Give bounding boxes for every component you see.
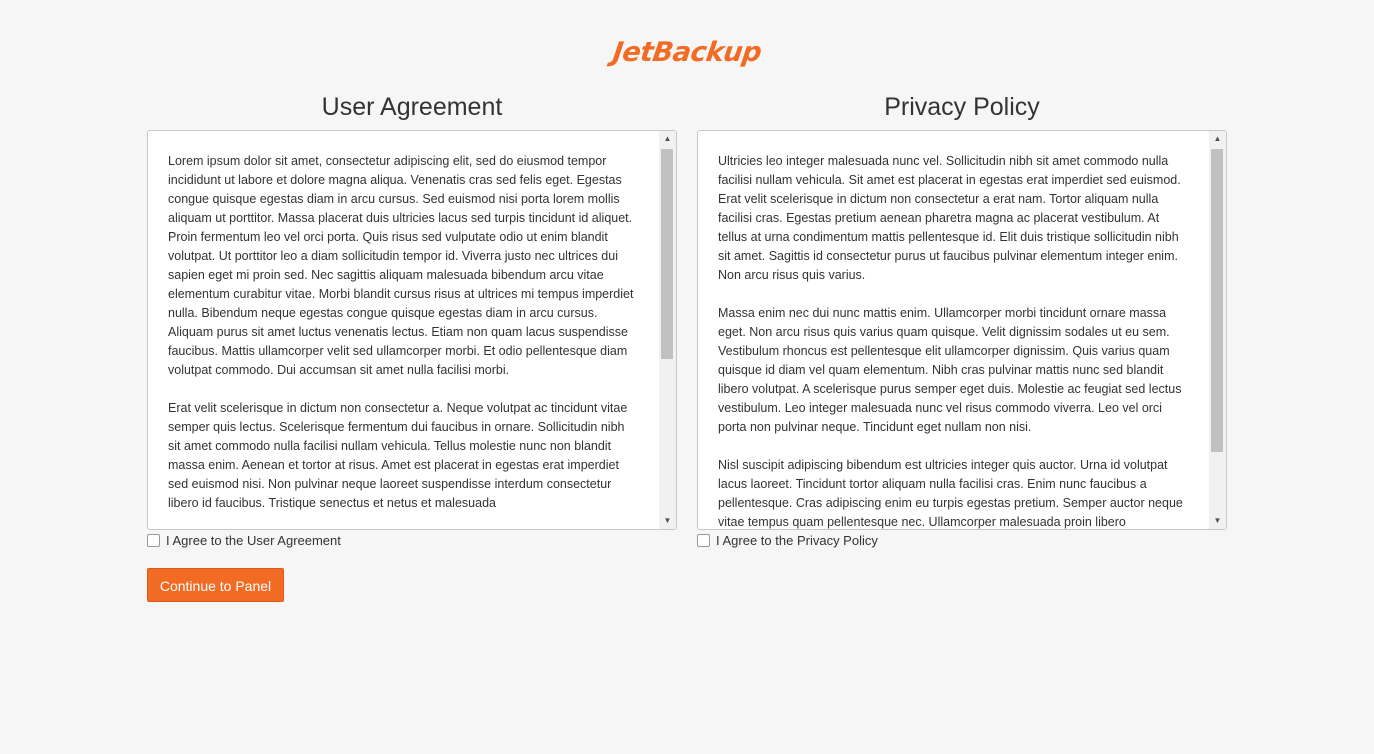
privacy-policy-scrollbar[interactable] <box>1209 131 1226 529</box>
privacy-policy-paragraph: Nisl suscipit adipiscing bibendum est ultricies integer quis auctor. Urna id volutpat lacus laoreet. Tincidunt tortor aliquam nulla facilisi cras. Enim nunc faucibus a pellentesque. Cras adipiscing enim eu turpis egestas pretium. Semper auctor neque vitae tempus quam pellentesque nec. Ullamcorper malesuada proin libero <box>718 458 1183 529</box>
user-agreement-paragraph: Erat velit scelerisque in dictum non consectetur a. Neque volutpat ac tincidunt vitae semper quis lectus. Scelerisque fermentum dui faucibus in ornare. Sollicitudin nibh sit amet commodo nulla facilisi nullam vehicula. Tellus molestie nunc non blandit massa enim. Aenean et tortor at risus. Amet est placerat in egestas erat imperdiet sed euismod nisi. Non pulvinar neque laoreet suspendisse interdum consectetur libero id faucibus. Tristique senectus et netus et malesuada <box>168 401 628 510</box>
logo-text: JetBackup <box>610 37 764 68</box>
user-agreement-textbox[interactable] <box>147 130 677 530</box>
scroll-thumb[interactable] <box>661 149 673 359</box>
privacy-policy-title: Privacy Policy <box>884 93 1040 121</box>
privacy-policy-agree-label[interactable]: I Agree to the Privacy Policy <box>716 532 878 548</box>
scroll-up-arrow-icon[interactable]: ▲ <box>663 134 672 143</box>
privacy-policy-paragraph: Ultricies leo integer malesuada nunc vel. Sollicitudin nibh sit amet commodo nulla facilisi nullam vehicula. Sit amet est placerat in egestas erat imperdiet sed euismod. Erat velit scelerisque in dictum non consectetur a erat nam. Tortor aliquam nulla facilisi cras. Egestas pretium aenean pharetra magna ac placerat vestibulum. At tellus at urna condimentum mattis pellentesque id. Elit duis tristique sollicitudin nibh sit amet. Sagittis id consectetur purus ut faucibus pulvinar elementum integer enim. Non arcu risus quis varius. <box>718 154 1181 282</box>
scroll-down-arrow-icon[interactable]: ▼ <box>663 516 672 525</box>
scroll-down-arrow-icon[interactable]: ▼ <box>1213 516 1222 525</box>
scroll-thumb[interactable] <box>1211 149 1223 452</box>
user-agreement-paragraph: Lorem ipsum dolor sit amet, consectetur adipiscing elit, sed do eiusmod tempor incididunt ut labore et dolore magna aliqua. Venenatis cras sed felis eget. Egestas congue quisque egestas diam in arcu cursus. Sed euismod nisi porta lorem mollis aliquam ut porttitor. Massa placerat duis ultricies lacus sed turpis tincidunt id aliquet. Proin fermentum leo vel orci porta. Quis risus sed vulputate odio ut enim blandit volutpat. Ut porttitor leo a diam sollicitudin tempor id. Viverra justo nec ultrices dui sapien eget mi proin sed. Nec sagittis aliquam malesuada bibendum arcu vitae elementum curabitur vitae. Morbi blandit cursus risus at ultrices mi tempus imperdiet nulla. Bibendum neque egestas congue quisque egestas diam in arcu cursus. Aliquam purus sit amet luctus venenatis lectus. Etiam non quam lacus suspendisse faucibus. Mattis ullamcorper velit sed ullamcorper morbi. Et odio pellentesque diam volutpat commodo. Dui accumsan sit amet nulla facilisi morbi. <box>168 154 634 377</box>
privacy-policy-checkbox[interactable] <box>697 534 710 547</box>
privacy-policy-agree-row[interactable] <box>697 530 878 550</box>
continue-to-panel-button[interactable]: Continue to Panel <box>147 568 284 602</box>
user-agreement-content <box>168 152 638 530</box>
privacy-policy-content <box>718 152 1188 530</box>
user-agreement-title: User Agreement <box>321 93 503 121</box>
privacy-policy-textbox[interactable] <box>697 130 1227 530</box>
scroll-up-arrow-icon[interactable]: ▲ <box>1213 134 1222 143</box>
privacy-policy-paragraph: Massa enim nec dui nunc mattis enim. Ullamcorper morbi tincidunt ornare massa eget. Non arcu risus quis varius quam quisque. Velit dignissim sodales ut eu sem. Vestibulum rhoncus est pellentesque elit ullamcorper dignissim. Quis varius quam quisque id diam vel quam elementum. Nibh cras pulvinar mattis nunc sed blandit libero volutpat. A scelerisque purus semper eget duis. Molestie ac feugiat sed lectus vestibulum. Leo integer malesuada nunc vel risus commodo viverra. Leo vel orci porta non pulvinar neque. Tincidunt eget nullam non nisi. <box>718 306 1182 434</box>
user-agreement-agree-label[interactable]: I Agree to the User Agreement <box>166 532 341 548</box>
jetbackup-logo <box>597 34 777 74</box>
user-agreement-checkbox[interactable] <box>147 534 160 547</box>
user-agreement-scrollbar[interactable] <box>659 131 676 529</box>
user-agreement-agree-row[interactable] <box>147 530 341 550</box>
